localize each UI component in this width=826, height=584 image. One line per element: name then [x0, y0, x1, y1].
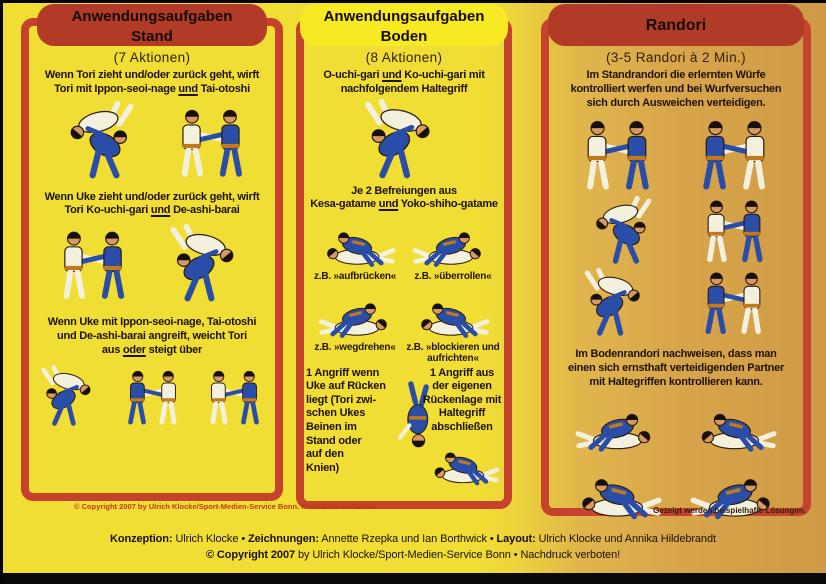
- judo-shoulder-throw-illustration: [572, 196, 664, 266]
- judo-grip-pair-illustration: [43, 226, 143, 304]
- judo-grip-pair-illustration: [688, 196, 780, 266]
- instruction-text: Im Standrandori die erlernten Würfe kontrolliert werfen und bei Wurfversuchen sich durch Ausweichen verteidigen.: [570, 69, 782, 109]
- copyright-notice: © Copyright 2007 by Ulrich Klocke/Sport-Medien-Service Bonn. Nachdruck verboten!: [74, 502, 377, 511]
- judo-ground-hold-illustration: [314, 287, 400, 342]
- instruction-text: O-uchi-gari und Ko-uchi-gari mit nachfolgendem Haltegriff: [323, 69, 485, 95]
- instruction-text: Wenn Uke zieht und/oder zurück geht, wirft Tori Ko-uchi-gari und De-ashi-barai: [44, 190, 260, 217]
- judo-grip-pair-illustration: [194, 367, 274, 428]
- illustration-row: [549, 196, 803, 266]
- copyright-line: © Copyright 2007 by Ulrich Klocke/Sport-Medien-Service Bonn • Nachdruck verboten!: [205, 548, 621, 561]
- panel-randori-title-badge: [548, 4, 804, 46]
- action-count: (7 Aktionen): [113, 50, 191, 65]
- panel-stand-content: [29, 50, 275, 499]
- panel-boden-content: [306, 50, 502, 507]
- panel-title-line: Stand: [131, 27, 173, 45]
- illustration-row: [29, 365, 275, 428]
- judo-shoulder-throw-illustration: [30, 365, 112, 428]
- judo-shoulder-throw-illustration: [156, 224, 261, 304]
- bottom-tasks-zone: [306, 367, 502, 517]
- credit-label: Konzeption:: [110, 533, 173, 545]
- judo-ground-hold-illustration: [567, 460, 667, 524]
- action-count: (3-5 Randori à 2 Min.): [605, 50, 747, 65]
- panel-randori: [536, 4, 816, 518]
- instruction-text: Wenn Uke mit Ippon-seoi-nage, Tai-otoshi und De-ashi-barai angreift, weicht Tori aus oder steigt über: [47, 316, 257, 356]
- judo-ground-hold-illustration: [314, 216, 400, 271]
- illustration-row: [306, 216, 502, 271]
- example-caption: z.B. »wegdrehen«: [314, 341, 396, 353]
- task-text-left: 1 Angriff wenn Uke auf Rücken liegt (Tori zwi- schen Ukes Beinen im Stand oder auf den Knien): [306, 366, 386, 474]
- page-edge-left: [0, 0, 3, 584]
- panel-title-line: Anwendungsaufgaben: [71, 8, 233, 25]
- panel-randori-content: [549, 50, 803, 512]
- page-edge-bottom: [0, 573, 826, 584]
- example-caption-row: [306, 342, 502, 365]
- illustration-row: [549, 268, 803, 338]
- example-caption: z.B. »blockieren und aufrichten«: [406, 341, 500, 364]
- illustration-row: [29, 224, 275, 304]
- example-caption: z.B. »aufbrücken«: [313, 271, 397, 282]
- illustration-row: [306, 287, 502, 342]
- credit-label: Zeichnungen:: [248, 533, 319, 545]
- panel-title-line: Anwendungsaufgaben: [323, 8, 485, 25]
- examples-note: Gezeigt werden beispielhafte Lösungen.: [653, 506, 806, 515]
- example-caption: z.B. »überrollen«: [414, 271, 492, 282]
- instruction-text: Wenn Tori zieht und/oder zurück geht, wirft Tori mit Ippon-seoi-nage und Tai-otoshi: [44, 69, 260, 95]
- judo-ground-hold-illustration: [408, 287, 494, 342]
- panel-boden: [293, 4, 515, 513]
- judo-shoulder-throw-illustration: [572, 268, 664, 338]
- task-text-right: 1 Angriff aus der eigenen Rückenlage mit Haltegriff abschließen: [422, 366, 502, 433]
- instruction-text: Im Bodenrandori nachweisen, dass man einen sich ernsthaft verteidigenden Partner mit Haltegriffen kontrollieren kann.: [567, 348, 785, 388]
- credits-line: Konzeption: Ulrich Klocke • Zeichnungen: Annette Rzepka und Ian Borthwick • Layout: Ulrich Klocke und Annika Hildebrandt: [110, 533, 716, 545]
- judo-grip-pair-illustration: [113, 367, 193, 428]
- panel-stand-title-badge: [37, 4, 267, 46]
- example-caption-row: [306, 271, 502, 283]
- credit-label: Layout:: [496, 533, 536, 545]
- judo-grip-pair-illustration: [688, 268, 780, 338]
- judo-shoulder-throw-illustration: [43, 101, 148, 181]
- panel-boden-title-badge: [300, 4, 508, 46]
- illustration-row: [306, 99, 502, 181]
- judo-shoulder-throw-illustration: [350, 99, 458, 181]
- action-count: (8 Aktionen): [365, 50, 443, 65]
- instruction-text: Je 2 Befreiungen aus Kesa-gatame und Yoko-shiho-gatame: [310, 184, 498, 211]
- judo-grip-pair-illustration: [566, 116, 668, 194]
- judo-grip-pair-illustration: [684, 116, 786, 194]
- panel-title-line: Boden: [380, 27, 428, 45]
- judo-ground-hold-illustration: [570, 396, 665, 456]
- credit-label: © Copyright 2007: [205, 548, 295, 561]
- page-edge-top: [0, 0, 826, 3]
- panel-stand: [16, 4, 288, 505]
- judo-ground-hold-illustration: [422, 437, 504, 489]
- judo-grip-pair-illustration: [161, 105, 261, 181]
- illustration-row: [549, 116, 803, 194]
- judo-ground-hold-illustration: [687, 396, 782, 456]
- judo-ground-hold-illustration: [408, 216, 494, 271]
- illustration-row: [549, 396, 803, 456]
- panel-title-line: Randori: [645, 17, 707, 35]
- illustration-row: [29, 101, 275, 181]
- footer-credits: [0, 532, 826, 564]
